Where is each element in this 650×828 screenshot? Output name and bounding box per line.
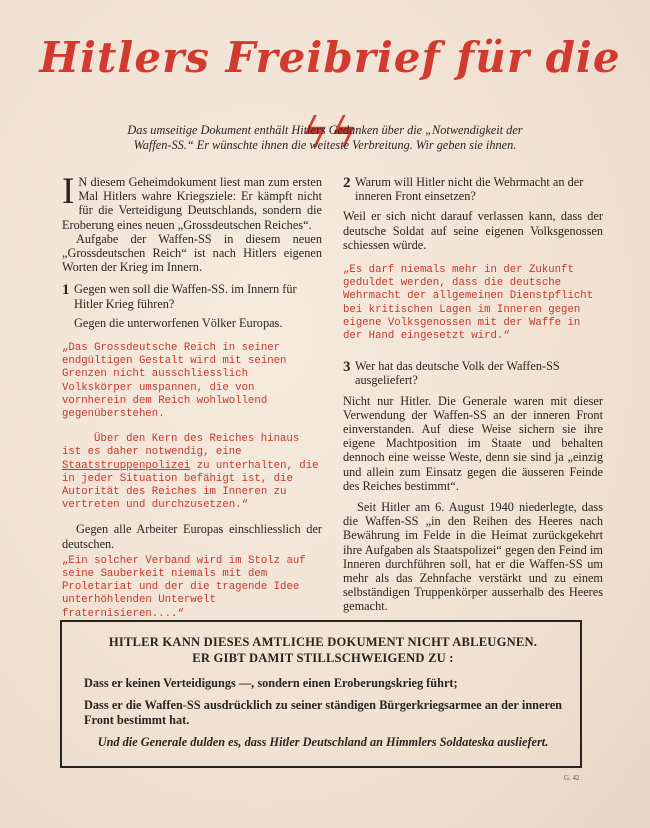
question-text: Wer hat das deutsche Volk der Waffen-SS ausgeliefert?	[355, 359, 560, 388]
question-number: 2	[343, 175, 351, 191]
box-statement: Dass er keinen Verteidigungs —, sondern einen Eroberungskrieg führt;	[84, 676, 458, 690]
box-conclusion: Und die Generale dulden es, dass Hitler Deutschland an Himmlers Soldateska ausliefert.	[97, 734, 549, 749]
print-code: G. 42	[564, 774, 580, 782]
paragraph-task: Aufgabe der Waffen-SS in diesem neuen „Grossdeutschen Reich“ ist nach Hitlers eigenen Worten der Krieg im Innern.	[62, 231, 322, 275]
question-2	[343, 175, 603, 203]
question-number: 3	[343, 359, 351, 376]
red-quote: „Ein solcher Verband wird im Stolz auf seine Sauberkeit niemals mit dem Proletariat und der die tragende Idee unterhöhlenden Unterwelt fraternisieren....“	[62, 554, 306, 620]
question-3	[343, 359, 603, 387]
answer-2: Weil er sich nicht darauf verlassen kann, dass der deutsche Soldat auf seine eigenen Volksgenossen schiessen würde.	[343, 209, 603, 252]
page-title: Hitlers Freibrief für die ϟϟ	[39, 33, 621, 157]
quote-underlined: Staatstruppenpolizei	[62, 459, 191, 472]
answer-3: Nicht nur Hitler. Die Generale waren mit dieser Verwendung der Waffen-SS an der inneren Front einverstanden. Auf diese Weise sichern sie ihre eigene Machtposition im Staate und behalten dennoch eine weisse Weste, denn sie sind ja „einzig und allein zum Einsatz gegen die äusseren Feinde des Reiches bestimmt“.	[343, 393, 603, 493]
quote-part: zu unterhalten, die in jeder Situation befähigt ist, die Autorität des Reiches im Inneren zu vertreten und durchzusetzen.“	[62, 459, 319, 512]
question-number: 1	[62, 282, 70, 299]
left-column	[62, 171, 322, 621]
question-1	[62, 282, 322, 310]
right-column	[343, 175, 603, 614]
paragraph-history: Seit Hitler am 6. August 1940 niederlegte, dass die Waffen-SS „in den Reihen des Heeres nach Bewährung im Felde in die Heimat zurückgekehrt ihre Aufgaben als Staatspolizei“ gegen den Feind im Inneren durchführen soll, hat er die Waffen-SS um mehr als das Zehnfache verstärkt und zu einem selbständigen Truppenkörper ausserhalb des Heeres gemacht.	[343, 500, 603, 614]
drop-cap: I	[62, 171, 75, 212]
question-text: Gegen wen soll die Waffen-SS. im Innern für Hitler Krieg führen?	[74, 282, 297, 311]
answer-1: Gegen die unterworfenen Völker Europas.	[74, 315, 283, 330]
quote-part: Über den Kern des Reiches hinaus ist es daher notwendig, eine	[62, 433, 300, 459]
summary-box	[60, 620, 582, 768]
red-quote: „Das Grossdeutsche Reich in seiner endgültigen Gestalt wird mit seinen Grenzen nicht ausschliesslich Volkskörper umspannen, die von vornherein dem Reich wohlwollend gegenüberstehen.	[62, 342, 287, 421]
box-heading: HITLER KANN DIESES AMTLICHE DOKUMENT NICHT ABLEUGNEN.	[108, 635, 538, 649]
red-quote: „Es darf niemals mehr in der Zukunft geduldet werden, dass die deutsche Wehrmacht der allgemeinen Dienstpflicht bei kritischen Lagen im Inneren gegen eigene Volksgenossen mit der Waffe in der Hand eingesetzt wird.“	[343, 264, 594, 343]
box-heading: ER GIBT DAMIT STILLSCHWEIGEND ZU :	[192, 651, 454, 665]
intro-text: Das umseitige Dokument enthält Hitlers Gedanken über die „Notwendigkeit der Waffen-SS.“ Er wünschte ihnen die weiteste Verbreitung. Wir geben sie ihnen.	[127, 123, 523, 152]
paragraph-intro	[62, 171, 322, 232]
paragraph-intro-text: N diesem Geheimdokument liest man zum ersten Mal Hitlers wahre Kriegsziele: Er kämpft nicht für die Verteidigung Deutschlands, sondern die Eroberung eines neuen „Grossdeutschen Reiches“.	[62, 175, 322, 232]
box-statement: Dass er die Waffen-SS ausdrücklich zu seiner ständigen Bürgerkriegsarmee an der inneren Front bestimmt hat.	[84, 698, 562, 727]
paragraph-workers: Gegen alle Arbeiter Europas einschliesslich der deutschen.	[62, 522, 322, 551]
question-text: Warum will Hitler nicht die Wehrmacht an der inneren Front einsetzen?	[355, 175, 584, 204]
red-quote	[62, 433, 322, 512]
